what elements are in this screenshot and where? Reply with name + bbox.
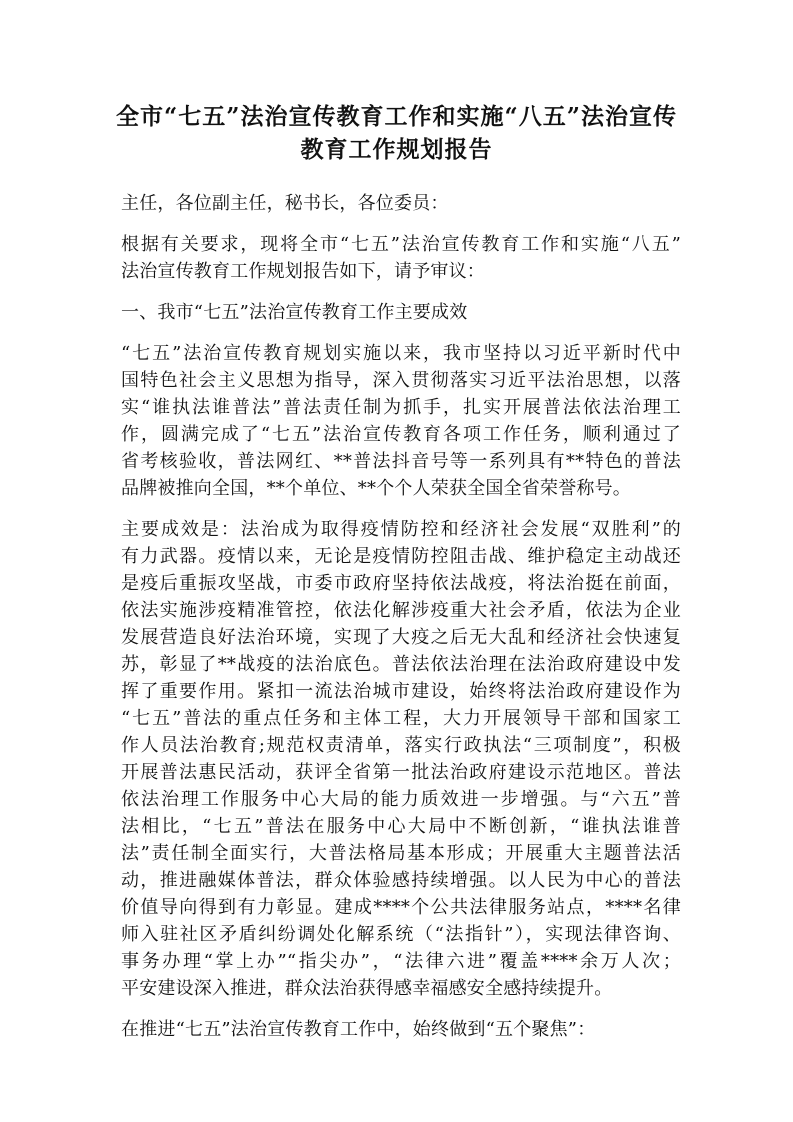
text-line: 挥了重要作用。紧扣一流法治城市建设，始终将法治政府建设作为	[121, 681, 681, 702]
overview-paragraph	[121, 340, 681, 502]
text-line: 开展普法惠民活动，获评全省第一批法治政府建设示范地区。普法	[121, 762, 681, 783]
text-line: 作人员法治教育;规范权责清单，落实行政执法“三项制度”，积极	[121, 735, 681, 756]
document-body	[121, 190, 681, 1057]
text-line: 省考核验收，普法网红、**普法抖音号等一系列具有**特色的普法	[121, 451, 681, 472]
text-line: 主任，各位副主任，秘书长，各位委员：	[121, 193, 449, 214]
text-line: 平安建设深入推进，群众法治获得感幸福感安全感持续提升。	[121, 978, 613, 999]
section-heading	[121, 299, 681, 326]
text-line: 一、我市“七五”法治宣传教育工作主要成效	[121, 302, 468, 323]
text-line: 根据有关要求，现将全市“七五”法治宣传教育工作和实施“八五”	[121, 234, 681, 255]
text-line: 法”责任制全面实行，大普法格局基本形成；开展重大主题普法活	[121, 843, 681, 864]
achievements-paragraph	[121, 516, 681, 1002]
text-line: 实“谁执法谁普法”普法责任制为抓手，扎实开展普法依法治理工	[121, 397, 681, 418]
document-title	[100, 100, 693, 166]
text-line: 品牌被推向全国，**个单位、**个个人荣获全国全省荣誉称号。	[121, 478, 631, 499]
text-line: 师入驻社区矛盾纠纷调处化解系统（“法指针”），实现法律咨询、	[121, 924, 681, 945]
text-line: 发展营造良好法治环境，实现了大疫之后无大乱和经济社会快速复	[121, 627, 681, 648]
text-line: “七五”普法的重点任务和主体工程，大力开展领导干部和国家工	[121, 708, 681, 729]
text-line: 法相比，“七五”普法在服务中心大局中不断创新，“谁执法谁普	[121, 816, 681, 837]
text-line: 动，推进融媒体普法，群众体验感持续增强。以人民为中心的普法	[121, 870, 681, 891]
text-line: 法治宣传教育工作规划报告如下，请予审议：	[121, 261, 485, 282]
text-line: 依法实施涉疫精准管控，依法化解涉疫重大社会矛盾，依法为企业	[121, 600, 681, 621]
text-line: 有力武器。疫情以来，无论是疫情防控阻击战、维护稳定主动战还	[121, 546, 681, 567]
title-line-1: 全市“七五”法治宣传教育工作和实施“八五”法治宣传	[116, 103, 677, 130]
text-line: 是疫后重振攻坚战，市委市政府坚持依法战疫，将法治挺在前面，	[121, 573, 681, 594]
text-line: 主要成效是：法治成为取得疫情防控和经济社会发展“双胜利”的	[121, 519, 681, 540]
text-line: 苏，彰显了**战疫的法治底色。普法依法治理在法治政府建设中发	[121, 654, 681, 675]
text-line: 国特色社会主义思想为指导，深入贯彻落实习近平法治思想，以落	[121, 370, 681, 391]
text-line: 价值导向得到有力彰显。建成****个公共法律服务站点，****名律	[121, 897, 681, 918]
text-line: 在推进“七五”法治宣传教育工作中，始终做到“五个聚焦”：	[121, 1019, 596, 1040]
focus-paragraph	[121, 1016, 681, 1043]
text-line: “七五”法治宣传教育规划实施以来，我市坚持以习近平新时代中	[121, 343, 681, 364]
text-line: 依法治理工作服务中心大局的能力质效进一步增强。与“六五”普	[121, 789, 681, 810]
salutation-paragraph	[121, 190, 681, 217]
text-line: 事务办理“掌上办”“指尖办”，“法律六进”覆盖****余万人次；	[121, 951, 681, 972]
text-line: 作，圆满完成了“七五”法治宣传教育各项工作任务，顺利通过了	[121, 424, 681, 445]
intro-paragraph	[121, 231, 681, 285]
title-line-2: 教育工作规划报告	[300, 136, 493, 163]
